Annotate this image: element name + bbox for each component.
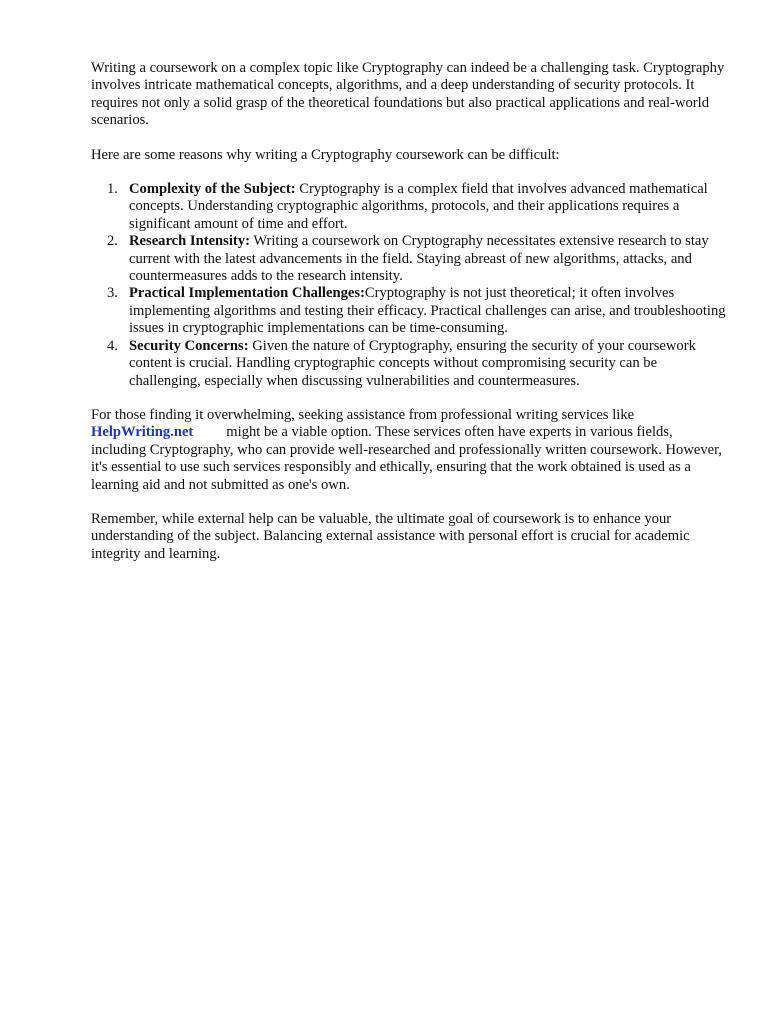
assistance-text-before: For those finding it overwhelming, seeking assistance from professional writing services like (91, 406, 635, 423)
list-item-term: Complexity of the Subject: (129, 181, 296, 198)
document-page (91, 60, 731, 580)
intro-paragraph: Writing a coursework on a complex topic like Cryptography can indeed be a challenging task. Cryptography involves intricate mathematical concepts, algorithms, and a deep understanding of security protocols. It requires not only a solid grasp of the theoretical foundations but also practical applications and real-world scenarios. (91, 60, 725, 129)
closing-paragraph: Remember, while external help can be valuable, the ultimate goal of coursework is to enhance your understanding of the subject. Balancing external assistance with personal effort is crucial for academic integrity and learning. (91, 510, 690, 562)
list-item-term: Security Concerns: (129, 337, 249, 354)
reasons-lead-paragraph: Here are some reasons why writing a Cryptography coursework can be difficult: (91, 146, 560, 163)
assistance-text-after: might be a viable option. These services often have experts in various fields, including Cryptography, who can provide well-researched and professionally written coursework. However, it's essential to use such services responsibly and ethically, ensuring that the work obtained is used as a learning aid and not submitted as one's own. (91, 424, 723, 493)
helpwriting-link[interactable]: HelpWriting.net (91, 424, 194, 441)
list-item-text: Given the nature of Cryptography, ensuring the security of your coursework content is crucial. Handling cryptographic concepts without compromising security can be challenging, especially when discussing vulnerabilities and countermeasures. (129, 337, 696, 389)
list-item-number: 1. (107, 181, 118, 198)
list-item-text: Cryptography is a complex field that involves advanced mathematical concepts. Understanding cryptographic algorithms, protocols, and their applications requires a significant amount of time and effort. (129, 181, 708, 232)
reasons-list (91, 181, 731, 390)
list-item (91, 285, 731, 337)
list-item (91, 233, 731, 285)
list-item-term: Research Intensity: (129, 233, 250, 250)
list-item-number: 2. (107, 233, 118, 250)
list-item-number: 3. (107, 285, 118, 302)
list-item (91, 181, 731, 233)
list-item-text: Writing a coursework on Cryptography necessitates extensive research to stay current with the latest advancements in the field. Staying abreast of new algorithms, attacks, and countermeasures adds to the research intensity. (129, 233, 709, 285)
list-item-number: 4. (107, 337, 118, 354)
list-item-term: Practical Implementation Challenges: (129, 285, 365, 302)
list-item (91, 338, 731, 390)
list-item-text: Cryptography is not just theoretical; it often involves implementing algorithms and testing their efficacy. Practical challenges can arise, and troubleshooting issues in cryptographic implementations can be time-consuming. (129, 285, 726, 337)
assistance-paragraph (91, 407, 731, 494)
